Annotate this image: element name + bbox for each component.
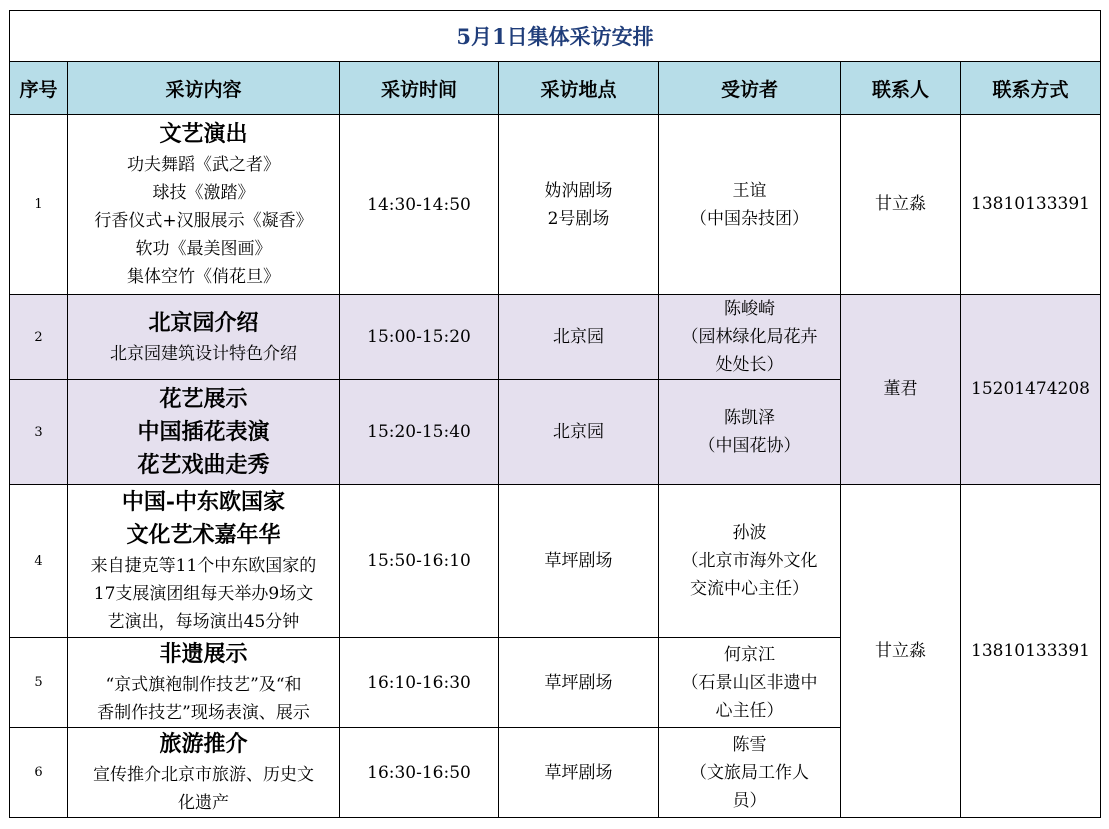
content-title: 文艺演出 <box>159 121 248 147</box>
contact-name: 甘立淼 <box>841 115 961 295</box>
time-cell: 15:50-16:10 <box>340 485 499 638</box>
content-line: 17支展演团组每天举办9场文 <box>93 584 314 604</box>
header-place: 采访地点 <box>499 62 659 115</box>
interviewee-line: 孙波 <box>732 523 767 543</box>
content-cell <box>68 295 340 380</box>
table-row <box>10 295 1101 380</box>
interviewee-cell <box>659 728 841 818</box>
content-title: 北京园介绍 <box>148 309 259 336</box>
interviewee-line: 王谊 <box>732 180 767 201</box>
interviewee-line: 员） <box>732 790 767 811</box>
interviewee-cell <box>659 295 841 380</box>
row-number: 6 <box>10 728 68 818</box>
header-contact: 联系人 <box>841 62 961 115</box>
content-line: “京式旗袍制作技艺”及“和 <box>105 675 302 695</box>
contact-phone: 15201474208 <box>961 295 1101 485</box>
content-cell <box>68 485 340 638</box>
row-number: 4 <box>10 485 68 638</box>
time-cell: 15:00-15:20 <box>340 295 499 380</box>
row-number: 2 <box>10 295 68 380</box>
interview-schedule-table <box>9 10 1101 818</box>
row-number: 3 <box>10 380 68 485</box>
header-phone: 联系方式 <box>961 62 1101 115</box>
place-cell: 草坪剧场 <box>499 728 659 818</box>
contact-phone: 13810133391 <box>961 485 1101 818</box>
content-title: 花艺戏曲走秀 <box>137 451 270 478</box>
interviewee-line: 陈雪 <box>732 734 767 755</box>
content-cell <box>68 638 340 728</box>
content-title: 花艺展示 <box>159 385 248 412</box>
time-cell: 14:30-14:50 <box>340 115 499 295</box>
time-cell: 16:10-16:30 <box>340 638 499 728</box>
contact-name: 甘立淼 <box>841 485 961 818</box>
interviewee-line: （石景山区非遗中 <box>681 672 818 693</box>
content-line: 香制作技艺”现场表演、展示 <box>97 703 310 723</box>
interviewee-line: 心主任） <box>715 700 784 721</box>
contact-phone: 13810133391 <box>961 115 1101 295</box>
content-title: 非遗展示 <box>159 641 248 667</box>
content-title: 旅游推介 <box>159 731 248 757</box>
place-cell: 北京园 <box>499 380 659 485</box>
place-cell: 草坪剧场 <box>499 638 659 728</box>
time-cell: 15:20-15:40 <box>340 380 499 485</box>
place-line: 2号剧场 <box>547 208 610 229</box>
interviewee-line: （中国花协） <box>698 436 801 456</box>
interviewee-line: （中国杂技团） <box>690 208 809 229</box>
content-line: 化遗产 <box>178 793 229 813</box>
interviewee-line: （北京市海外文化 <box>681 551 818 571</box>
row-number: 5 <box>10 638 68 728</box>
content-title: 中国插花表演 <box>137 418 270 445</box>
content-line: 来自捷克等11个中东欧国家的 <box>90 556 317 576</box>
header-row <box>10 62 1101 115</box>
interviewee-cell <box>659 638 841 728</box>
content-line: 功夫舞蹈《武之者》 <box>127 155 280 175</box>
interviewee-line: （园林绿化局花卉 <box>681 327 818 347</box>
table-row <box>10 485 1101 638</box>
place-cell <box>499 115 659 295</box>
interviewee-line: 处处长） <box>715 355 784 375</box>
content-line: 北京园建筑设计特色介绍 <box>110 343 297 364</box>
header-no: 序号 <box>10 62 68 115</box>
interviewee-cell <box>659 380 841 485</box>
interviewee-line: （文旅局工作人 <box>690 762 809 783</box>
header-content: 采访内容 <box>68 62 340 115</box>
interviewee-line: 陈峻崎 <box>724 299 775 319</box>
place-line: 妫汭剧场 <box>544 180 613 201</box>
content-cell <box>68 728 340 818</box>
content-line: 行香仪式+汉服展示《凝香》 <box>94 211 313 231</box>
content-line: 球技《激踏》 <box>152 183 255 203</box>
content-line: 集体空竹《俏花旦》 <box>127 267 280 287</box>
content-line: 艺演出，每场演出45分钟 <box>107 612 300 632</box>
contact-name: 董君 <box>841 295 961 485</box>
interviewee-line: 交流中心主任） <box>690 579 809 599</box>
content-cell <box>68 380 340 485</box>
interviewee-cell <box>659 115 841 295</box>
place-cell: 草坪剧场 <box>499 485 659 638</box>
content-title: 文化艺术嘉年华 <box>126 522 281 548</box>
header-interviewee: 受访者 <box>659 62 841 115</box>
row-number: 1 <box>10 115 68 295</box>
content-line: 宣传推介北京市旅游、历史文 <box>93 765 314 785</box>
content-line: 软功《最美图画》 <box>135 239 272 259</box>
time-cell: 16:30-16:50 <box>340 728 499 818</box>
content-cell <box>68 115 340 295</box>
place-cell: 北京园 <box>499 295 659 380</box>
header-time: 采访时间 <box>340 62 499 115</box>
table-title: 5月1日集体采访安排 <box>10 11 1101 62</box>
interviewee-line: 何京江 <box>724 644 775 665</box>
table-row <box>10 115 1101 295</box>
interviewee-line: 陈凯泽 <box>724 408 775 428</box>
content-title: 中国-中东欧国家 <box>121 489 286 515</box>
interviewee-cell <box>659 485 841 638</box>
